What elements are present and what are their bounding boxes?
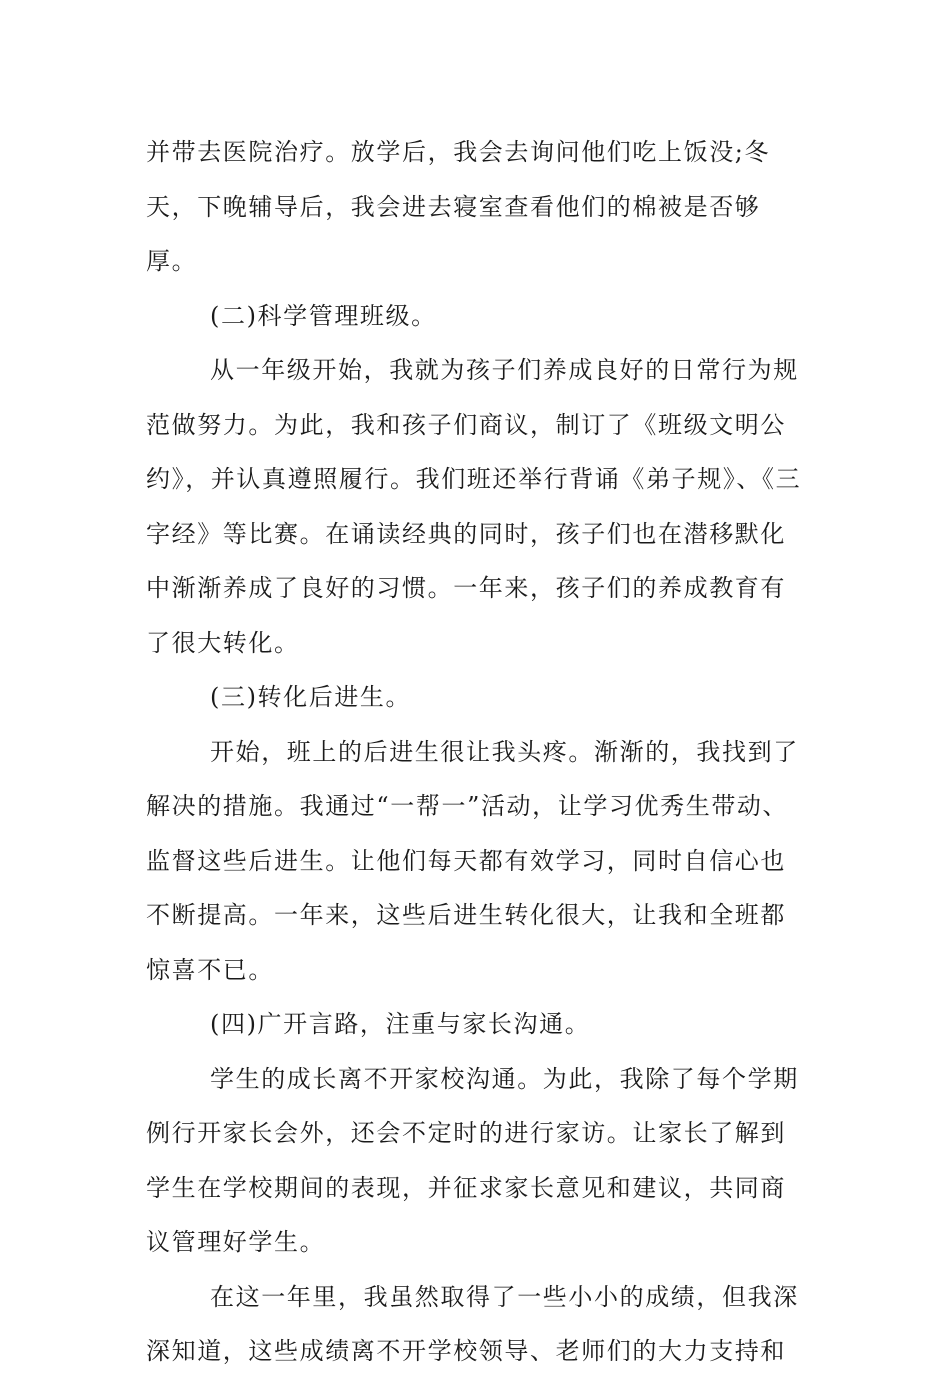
section-heading-2: (二)科学管理班级。 — [210, 301, 437, 330]
paragraph-4: 学生的成长离不开家校沟通。为此，我除了每个学期例行开家长会外，还会不定时的进行家访。让家长了解到学生在学校期间的表现，并征求家长意见和建议，共同商议管理好学生。 — [146, 1064, 799, 1256]
section-heading-4: (四)广开言路，注重与家长沟通。 — [210, 1010, 591, 1038]
section-heading-3: (三)转化后进生。 — [210, 683, 412, 711]
paragraph-1: 并带去医院治疗。放学后，我会去询问他们吃上饭没;冬天，下晚辅导后，我会进去寝室查看他们的棉被是否够厚。 — [146, 138, 771, 275]
document-body — [146, 125, 806, 1379]
paragraph-3: 开始，班上的后进生很让我头疼。渐渐的，我找到了解决的措施。我通过“一帮一”活动，让学习优秀生带动、监督这些后进生。让他们每天都有效学习，同时自信心也不断提高。一年来，这些后进生转化很大，让我和全班都惊喜不已。 — [146, 737, 799, 984]
paragraph-5: 在这一年里，我虽然取得了一些小小的成绩，但我深深知道，这些成绩离不开学校领导、老师们的大力支持和 — [146, 1282, 799, 1365]
paragraph-2: 从一年级开始，我就为孩子们养成良好的日常行为规范做努力。为此，我和孩子们商议，制订了《班级文明公约》，并认真遵照履行。我们班还举行背诵《弟子规》、《三字经》等比赛。在诵读经典的同时，孩子们也在潜移默化中渐渐养成了良好的习惯。一年来，孩子们的养成教育有了很大转化。 — [146, 356, 802, 657]
